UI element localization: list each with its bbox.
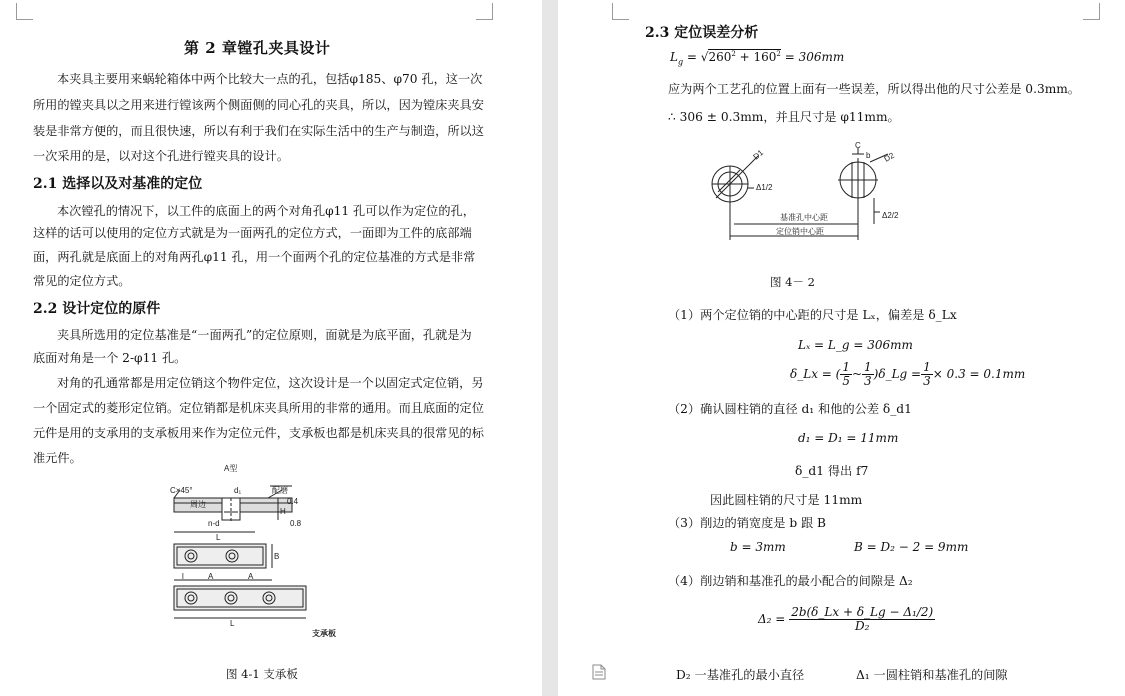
text-line: 本夹具主要用来蜗轮箱体中两个比较大一点的孔，包括φ185、φ70 孔，这一次 — [57, 72, 483, 86]
text-line: 这样的话可以使用的定位方式就是为一面两孔的定位方式，一面即为工件的底部端 — [33, 226, 472, 240]
B-label: B — [274, 552, 280, 561]
result-text: ∴ 306 ± 0.3mm，并且尺寸是 φ11mm。 — [668, 110, 900, 124]
h-label: H — [280, 507, 286, 516]
locating-pin-figure — [698, 140, 938, 250]
A-label: A — [208, 572, 214, 581]
formula-b: 160 — [753, 50, 777, 64]
footer-note-right: Δ₁ 一圆柱销和基准孔的间隙 — [856, 668, 1008, 682]
formula-lhs: L — [670, 50, 678, 64]
text-line: 本次镗孔的情况下，以工件的底面上的两个对角孔φ11 孔可以作为定位的孔， — [57, 204, 475, 218]
type-label: A型 — [224, 464, 238, 473]
chapter-title: 第 2 章镗孔夹具设计 — [184, 39, 331, 57]
pin-center-label: 定位销中心距 — [776, 227, 824, 236]
eq-num: 1 — [842, 360, 850, 374]
formula-result: 306mm — [798, 50, 845, 64]
L-label: L — [216, 533, 221, 542]
section-2-3-heading: 2.3 定位误差分析 — [645, 25, 759, 41]
equation-2a: d₁ = D₁ = 11mm — [798, 431, 899, 445]
equation-1b — [790, 361, 1025, 388]
crop-mark — [16, 3, 33, 20]
support-plate-drawing — [160, 462, 360, 642]
edge-label: 周边 — [190, 500, 206, 509]
text-line: 装是非常方便的，而且很快速，所以有利于我们在实际生活中的生产与制造，所以这 — [33, 124, 484, 138]
hole-center-label: 基准孔中心距 — [780, 213, 828, 222]
delta2-label: Δ2/2 — [882, 211, 899, 220]
L-label: L — [230, 619, 235, 628]
eq-text: ~ — [851, 367, 863, 381]
figure-4-2-caption: 图 4－ 2 — [770, 275, 815, 289]
support-plate-label: 支承板 — [312, 629, 336, 638]
section-2-2-heading: 2.2 设计定位的原件 — [33, 301, 161, 317]
item-3-text: （3）削边的销宽度是 b 跟 B — [668, 516, 827, 530]
d1-label: d₁ — [234, 486, 242, 495]
crop-mark — [1083, 3, 1100, 20]
fit-label: 配磨 — [272, 486, 288, 495]
eq-den: 3 — [864, 374, 872, 388]
roughness-label: 0.4 — [287, 497, 299, 506]
text-line: 一次采用的是，以对这个孔进行镗夹具的设计。 — [33, 149, 289, 163]
ra-label: 0.8 — [290, 519, 302, 528]
text-line: 所用的镗夹具以之用来进行镗该两个侧面侧的同心孔的夹具，所以，因为镗床夹具安 — [33, 98, 484, 112]
equation-4 — [758, 606, 935, 633]
support-plate-figure — [160, 462, 360, 642]
text-line: 准元件。 — [33, 451, 82, 465]
locating-pin-drawing — [698, 140, 938, 250]
equation-2c: 因此圆柱销的尺寸是 11mm — [710, 493, 863, 507]
equation-1a: Lₓ = L_g = 306mm — [798, 338, 913, 352]
text-line: 底面对角是一个 2-φ11 孔。 — [33, 351, 187, 365]
c-label: C — [855, 141, 861, 150]
formula-a: 260 — [708, 50, 732, 64]
formula-lg: $L_g = √260^2 + 160^2 = 306mm$ — [670, 50, 845, 67]
n-d-label: n-d — [208, 519, 220, 528]
item-1-text: （1）两个定位销的中心距的尺寸是 Lₓ，偏差是 δ_Lx — [668, 308, 957, 322]
equation-3b: B = D₂ − 2 = 9mm — [854, 540, 969, 554]
text-line: 对角的孔通常都是用定位销这个物件定位，这次设计是一个以固定式定位销，另 — [57, 376, 484, 390]
eq-text: )δ_Lg = — [873, 367, 922, 381]
text-line: 一个固定式的菱形定位销。定位销都是机床夹具所用的非常的通用。而且底面的定位 — [33, 401, 484, 415]
eq-den: 5 — [842, 374, 850, 388]
d1-label: D1 — [751, 148, 766, 162]
formula-exp: 2 — [776, 50, 781, 58]
delta1-label: Δ1/2 — [756, 183, 773, 192]
eq-num: 1 — [864, 360, 872, 374]
formula-exp: 2 — [731, 50, 736, 58]
text-line: 元件是用的支承用的支承板用来作为定位元件，支承板也都是机床夹具的很常见的标 — [33, 426, 484, 440]
crop-mark — [612, 3, 629, 20]
formula-sub: g — [677, 57, 684, 67]
eq-num: 1 — [923, 360, 931, 374]
item-2-text: （2）确认圆柱销的直径 d₁ 和他的公差 δ_d1 — [668, 402, 912, 416]
equation-2b: δ_d1 得出 f7 — [795, 464, 869, 478]
eq-text: δ_Lx = ( — [790, 367, 841, 381]
eq-text: Δ₂ = — [758, 612, 786, 626]
eq-den: D₂ — [854, 619, 870, 633]
left-page — [0, 0, 542, 696]
footer-note-left: D₂ 一基准孔的最小直径 — [676, 668, 805, 682]
crop-mark — [476, 3, 493, 20]
eq-num: 2b(δ_Lx + δ_Lg − Δ₁/2) — [791, 605, 934, 619]
A-label: A — [248, 572, 254, 581]
document-icon[interactable] — [592, 664, 606, 680]
eq-den: 3 — [923, 374, 931, 388]
text-line: 夹具所选用的定位基准是“一面两孔”的定位原则，面就是为底平面，孔就是为 — [57, 328, 472, 342]
eq-text: × 0.3 = 0.1mm — [932, 367, 1026, 381]
text-line: 常见的定位方式。 — [33, 274, 131, 288]
figure-4-1-caption: 图 4-1 支承板 — [226, 667, 298, 681]
section-2-1-heading: 2.1 选择以及对基准的定位 — [33, 176, 203, 192]
text-line: 面，两孔就是底面上的对角两孔φ11 孔，用一个面两个孔的定位基准的方式是非常 — [33, 250, 476, 264]
tolerance-text: 应为两个工艺孔的位置上面有一些误差，所以得出他的尺寸公差是 0.3mm。 — [668, 82, 1080, 96]
right-page — [558, 0, 1125, 696]
chamfer-label: C×45° — [170, 486, 193, 495]
item-4-text: （4）削边销和基准孔的最小配合的间隙是 Δ₂ — [668, 574, 913, 588]
d2-label: D2 — [882, 150, 896, 164]
b-label: b — [866, 151, 871, 160]
equation-3a: b = 3mm — [730, 540, 786, 554]
page-gutter — [542, 0, 558, 696]
l-label: l — [182, 572, 184, 581]
